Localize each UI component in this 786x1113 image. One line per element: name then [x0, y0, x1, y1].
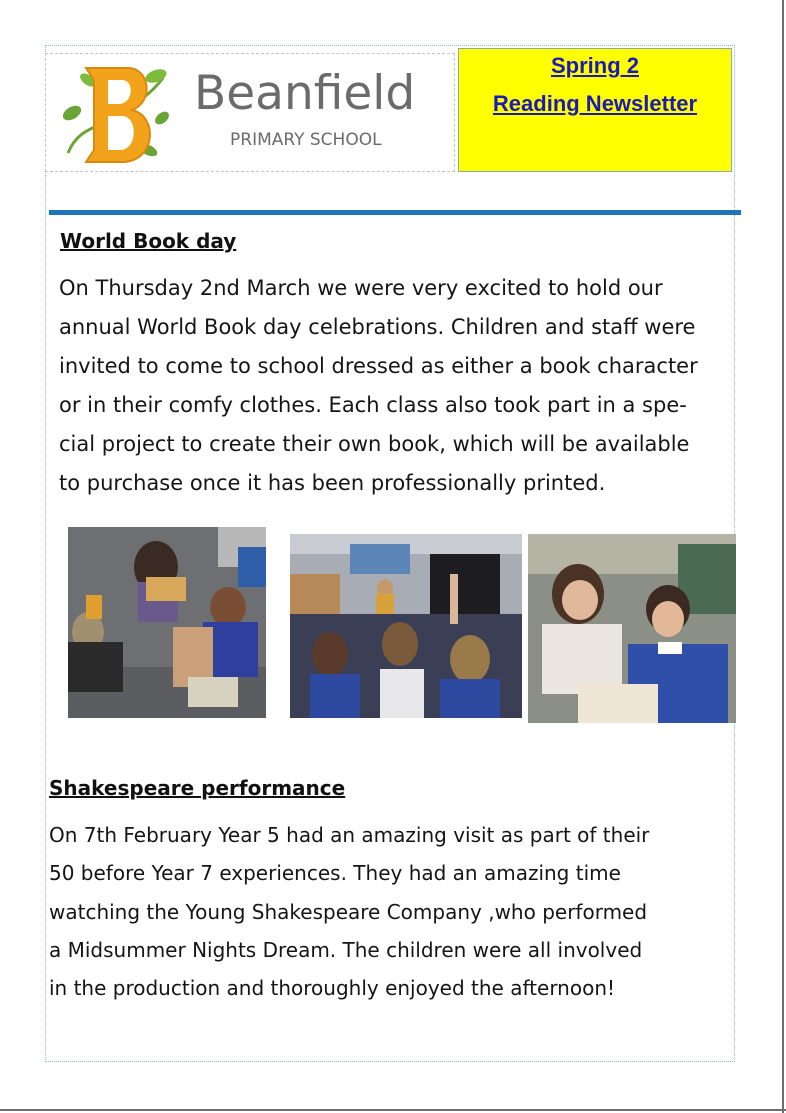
world-book-day-line: to purchase once it has been professionally printed.: [59, 471, 606, 495]
teacher-child-reading-photo: [528, 534, 736, 723]
newsletter-title-link[interactable]: Reading Newsletter: [492, 91, 698, 116]
classroom-performance-photo: [290, 534, 522, 718]
shakespeare-line: a Midsummer Nights Dream. The children were all involved: [49, 938, 643, 962]
shakespeare-line: On 7th February Year 5 had an amazing visit as part of their: [49, 823, 650, 847]
world-book-day-line: cial project to create their own book, which will be available: [59, 432, 690, 456]
world-book-day-line: On Thursday 2nd March we were very excited to hold our: [59, 276, 663, 300]
shakespeare-line: in the production and thoroughly enjoyed the afternoon!: [49, 976, 616, 1000]
page-edge: [0, 1109, 786, 1111]
page-edge: [782, 0, 784, 1113]
school-subtitle: PRIMARY SCHOOL: [230, 130, 382, 150]
school-logo: [45, 53, 455, 172]
world-book-day-line: or in their comfy clothes. Each class also took part in a spe-: [59, 393, 687, 417]
newsletter-title-box: [458, 48, 732, 172]
world-book-day-heading: World Book day: [60, 229, 237, 253]
section-divider: [49, 210, 741, 215]
shakespeare-heading: Shakespeare performance: [49, 776, 346, 800]
world-book-day-line: annual World Book day celebrations. Children and staff were: [59, 315, 696, 339]
children-reading-photo: [68, 527, 266, 718]
world-book-day-line: invited to come to school dressed as either a book character: [59, 354, 698, 378]
school-name: Beanfield: [194, 66, 416, 121]
beanfield-logo-icon: [58, 58, 173, 168]
term-title-link[interactable]: Spring 2: [550, 53, 639, 78]
shakespeare-line: watching the Young Shakespeare Company ,who performed: [49, 900, 648, 924]
shakespeare-line: 50 before Year 7 experiences. They had an amazing time: [49, 861, 621, 885]
